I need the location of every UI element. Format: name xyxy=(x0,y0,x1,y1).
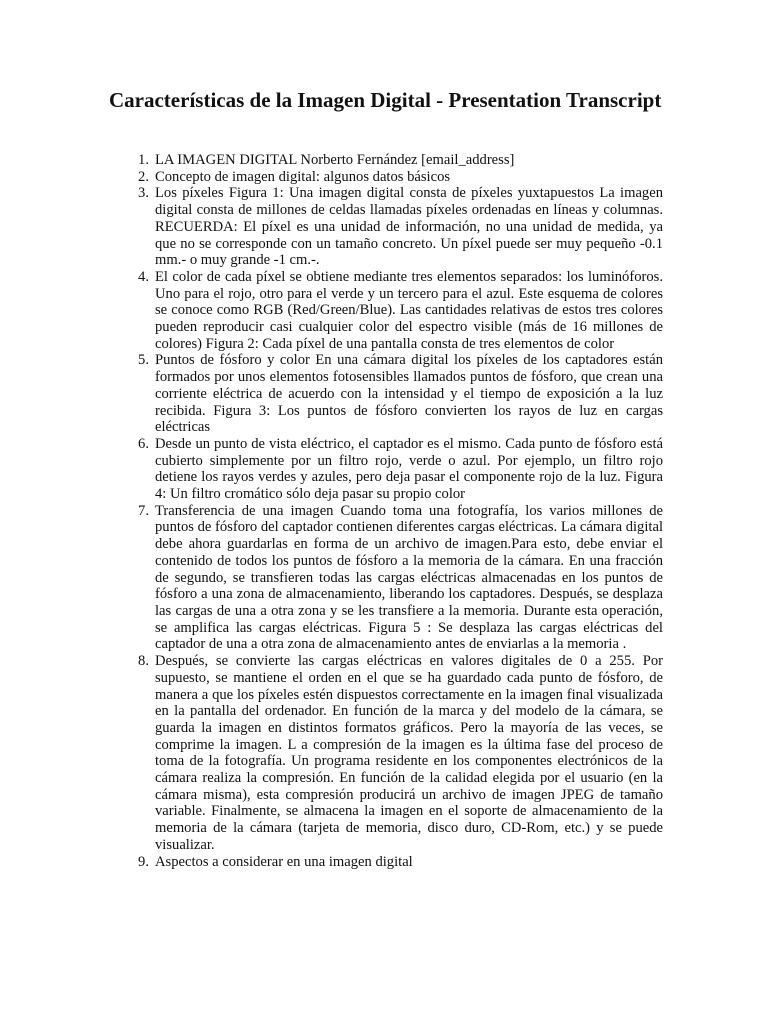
list-item xyxy=(138,502,663,653)
list-item-text: El color de cada píxel se obtiene mediante tres elementos separados: los luminóforos. Uno para el rojo, otro para el verde y un tercero para el azul. Este esquema de colores se conoce como RGB (Red/Green/Blue). Las cantidades relativas de estos tres colores pueden reproducir casi cualquier color del espectro visible (más de 16 millones de colores) Figura 2: Cada píxel de una pantalla consta de tres elementos de color xyxy=(155,268,663,352)
list-item-number: 4. xyxy=(138,268,149,285)
list-item xyxy=(138,653,663,853)
list-item-number: 5. xyxy=(138,352,149,369)
list-item xyxy=(138,352,663,436)
list-item-number: 3. xyxy=(138,185,149,202)
list-item-text: Puntos de fósforo y color En una cámara digital los píxeles de los captadores están formados por unos elementos fotosensibles llamados puntos de fósforo, que crean una corriente eléctrica de acuerdo con la intensidad y el tiempo de exposición a la luz recibida. Figura 3: Los puntos de fósforo convierten los rayos de luz en cargas eléctricas xyxy=(155,352,663,436)
list-item-text: Los píxeles Figura 1: Una imagen digital consta de píxeles yuxtapuestos La imagen digital consta de millones de celdas llamadas píxeles ordenadas en líneas y columnas. RECUERDA: El píxel es una unidad de información, no una unidad de medida, ya que no se corresponde con un tamaño concreto. Un píxel puede ser muy pequeño -0.1 mm.- o muy grande -1 cm.-. xyxy=(155,185,663,269)
list-item xyxy=(138,853,663,871)
list-item xyxy=(138,268,663,353)
list-item-number: 8. xyxy=(138,653,149,670)
list-item-text: Después, se convierte las cargas eléctricas en valores digitales de 0 a 255. Por supuesto, se mantiene el orden en el que se ha guardado cada punto de fósforo, de manera a que los píxeles estén dispuestos correctamente en la imagen final visualizada en la pantalla del ordenador. En función de la marca y del modelo de la cámara, se guarda la imagen en distintos formatos gráficos. Pero la mayoría de las veces, se comprime la imagen. L a compresión de la imagen es la última fase del proceso de toma de la fotografía. Un programa residente en los componentes electrónicos de la cámara realiza la compresión. En función de la calidad elegida por el usuario (en la cámara misma), esta compresión producirá un archivo de imagen JPEG de tamaño variable. Finalmente, se almacena la imagen en el soporte de almacenamiento de la memoria de la cámara (tarjeta de memoria, disco duro, CD-Rom, etc.) y se puede visualizar. xyxy=(155,653,663,853)
list-item-number: 2. xyxy=(138,168,149,185)
list-item-number: 1. xyxy=(138,152,149,168)
list-item-text: Concepto de imagen digital: algunos datos básicos xyxy=(155,168,451,185)
list-item-number: 7. xyxy=(138,502,149,519)
list-item-number: 9. xyxy=(138,853,149,870)
document-title: Características de la Imagen Digital - Presentation Transcript xyxy=(109,88,662,112)
list-item-text: Desde un punto de vista eléctrico, el captador es el mismo. Cada punto de fósforo está cubierto simplemente por un filtro rojo, verde o azul. Por ejemplo, un filtro rojo detiene los rayos verdes y azules, pero deja pasar el componente rojo de la luz. Figura 4: Un filtro cromático sólo deja pasar su propio color xyxy=(155,435,663,503)
list-item xyxy=(138,185,663,269)
list-item-number: 6. xyxy=(138,435,149,452)
list-item xyxy=(138,168,663,186)
transcript-list xyxy=(138,152,663,870)
list-item xyxy=(138,435,663,503)
list-item xyxy=(138,152,663,169)
list-item-text: Aspectos a considerar en una imagen digital xyxy=(155,853,413,870)
list-item-text: LA IMAGEN DIGITAL Norberto Fernández [email_address] xyxy=(155,152,515,168)
list-item-text: Transferencia de una imagen Cuando toma una fotografía, los varios millones de puntos de fósforo del captador contienen diferentes cargas eléctricas. La cámara digital debe ahora guardarlas en forma de un archivo de imagen.Para esto, debe enviar el contenido de todos los puntos de fósforo a la memoria de la cámara. En una fracción de segundo, se transfieren todas las cargas eléctricas almacenadas en los puntos de fósforo a una zona de almacenamiento, liberando los captadores. Después, se desplaza las cargas de una a otra zona y se les transfiere a la memoria. Durante esta operación, se amplifica las cargas eléctricas. Figura 5 : Se desplaza las cargas eléctricas del captador de una a otra zona de almacenamiento antes de enviarlas a la memoria . xyxy=(155,502,663,653)
